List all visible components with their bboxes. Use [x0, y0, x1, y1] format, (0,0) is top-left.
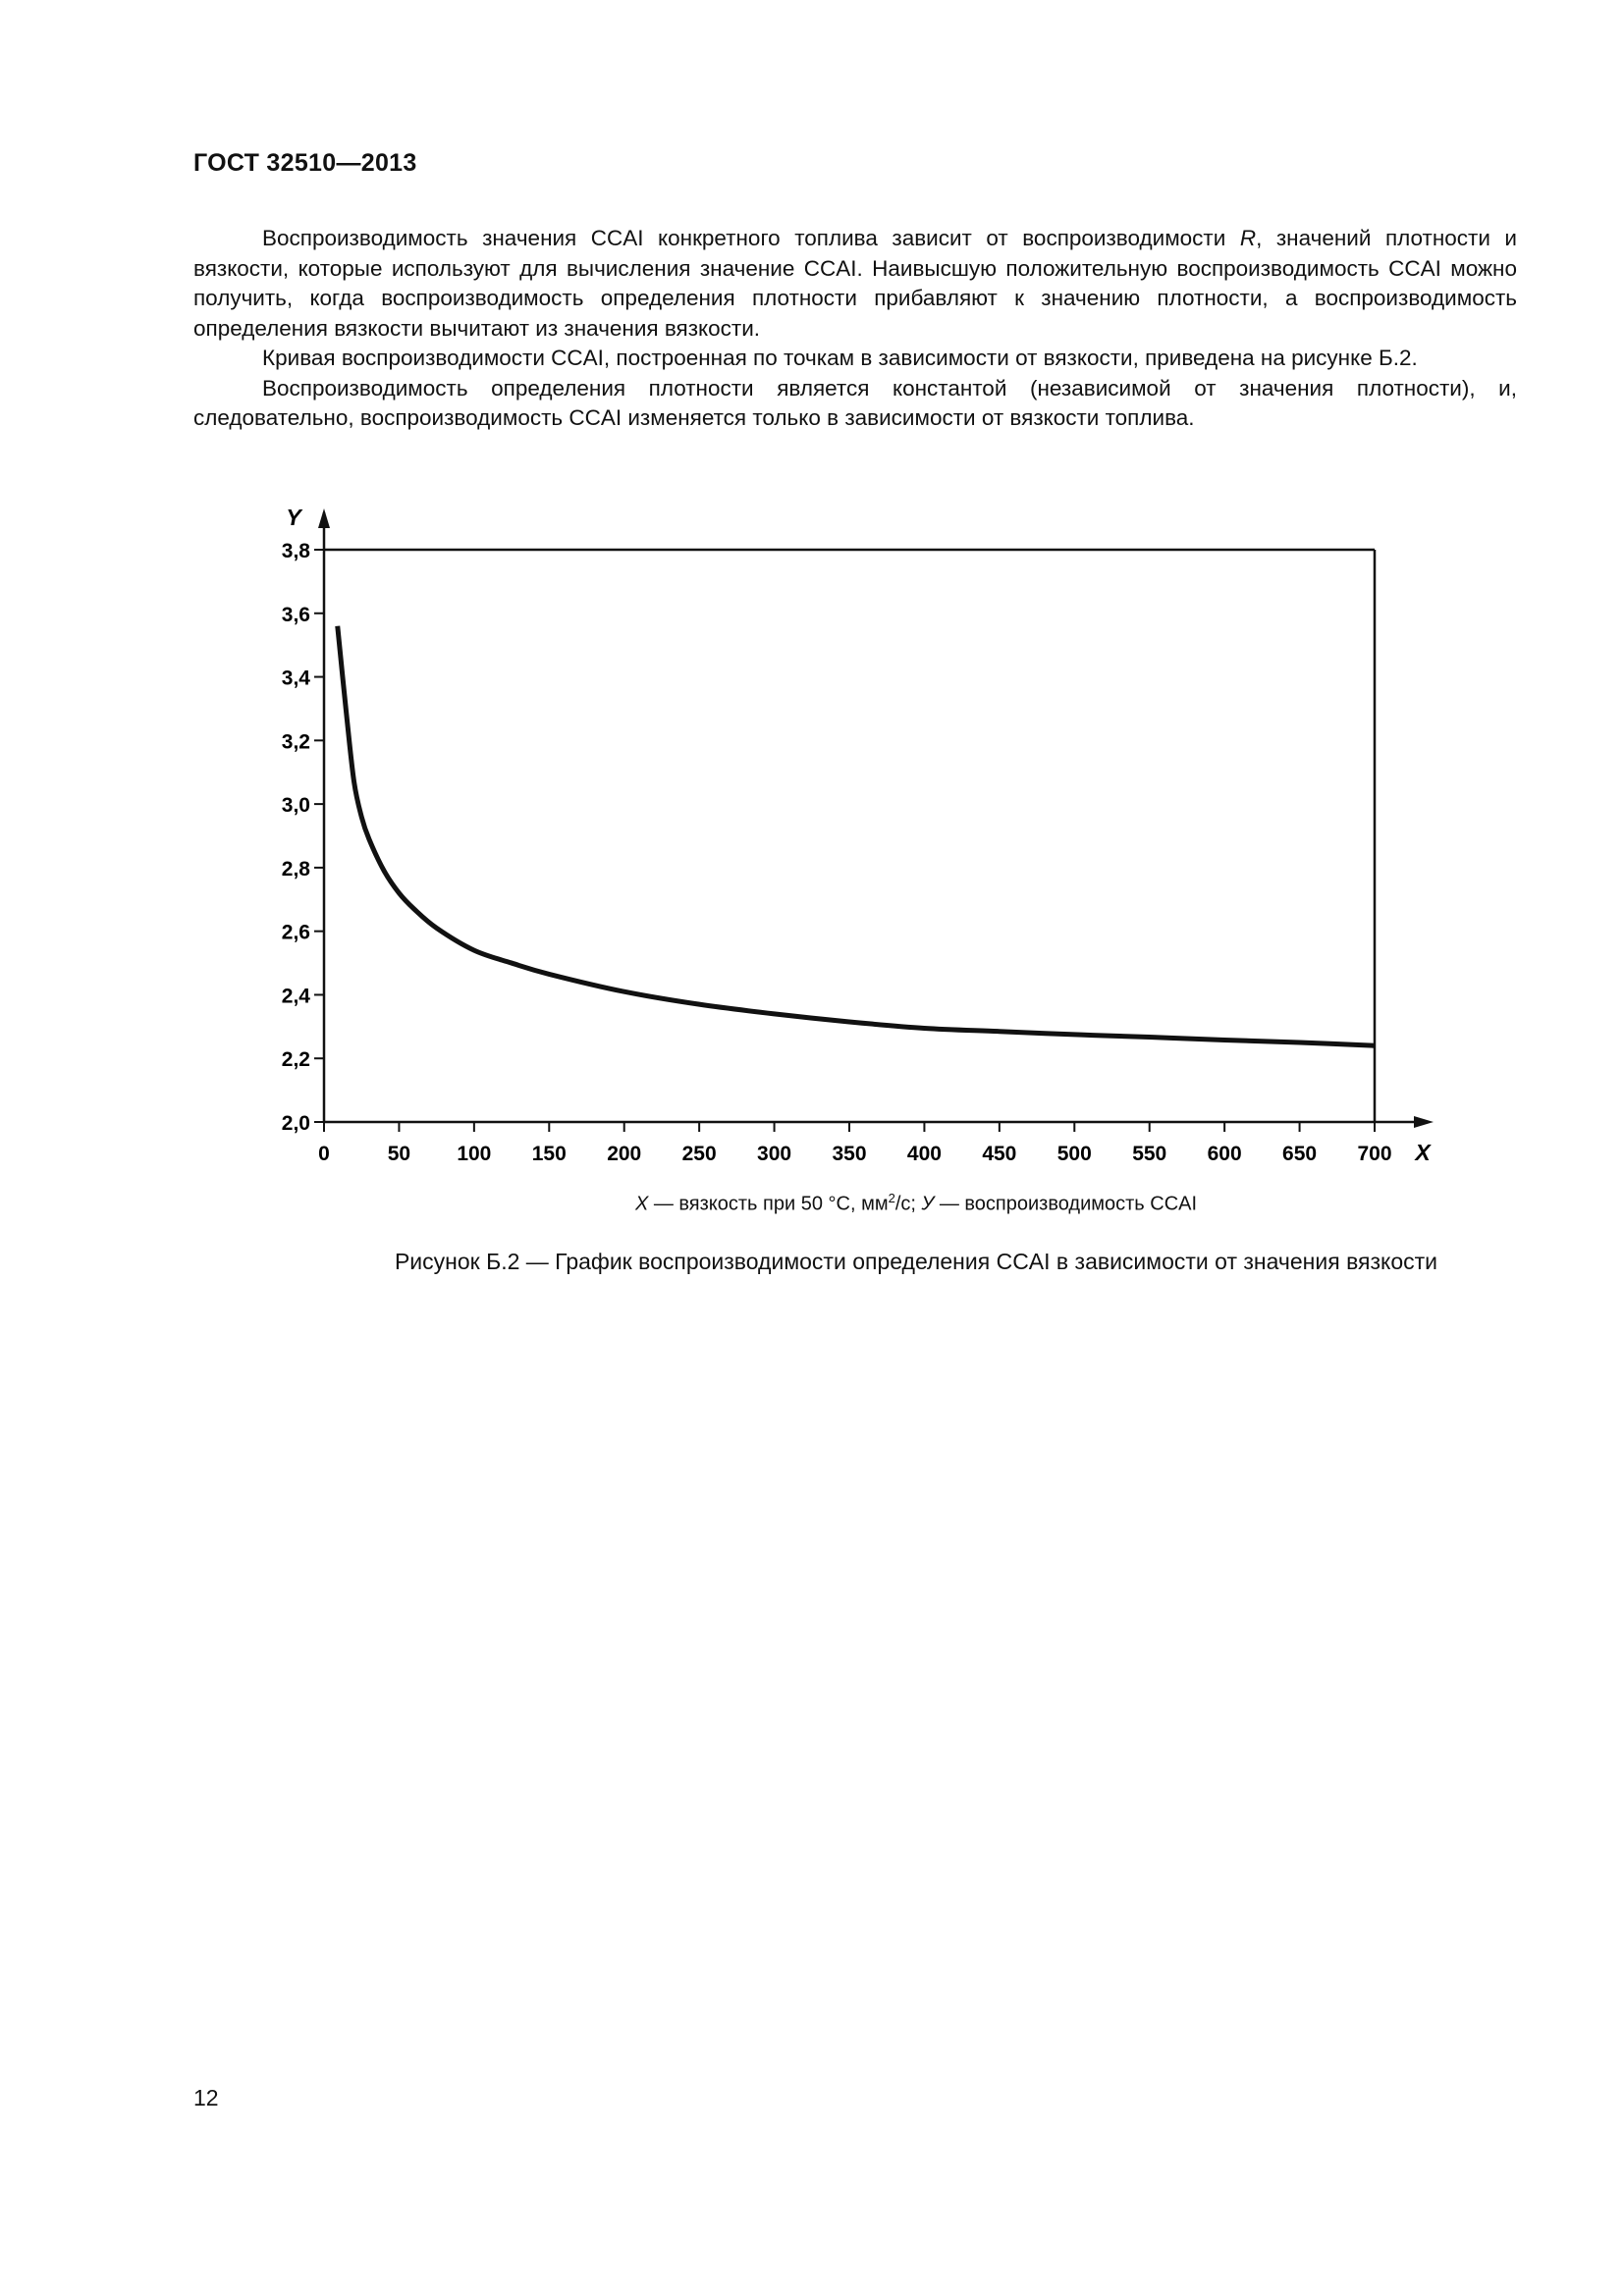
x-axis-label: X [1415, 1140, 1431, 1165]
legend-x-text: — вязкость при 50 °С, мм [648, 1193, 889, 1215]
y-tick-label: 3,2 [281, 730, 310, 754]
paragraph-1-italic: R [1239, 226, 1257, 250]
x-tick-label: 650 [1282, 1143, 1318, 1165]
x-tick-label: 400 [906, 1143, 942, 1165]
paragraph-3: Воспроизводимость определения плотности является константой (независимой от значения плотности), и, следовательно, воспроизводимость CCAI изменяется только в зависимости от вязкости топлива. [193, 375, 1517, 430]
y-tick-label: 3,6 [281, 603, 310, 626]
y-tick-label: 3,0 [281, 794, 310, 818]
figure-caption: Рисунок Б.2 — График воспроизводимости определения CCAI в зависимости от значения вязкости [394, 1249, 1438, 1274]
x-tick-label: 250 [681, 1143, 717, 1165]
x-tick-label: 100 [457, 1143, 492, 1165]
x-tick-label: 0 [318, 1143, 330, 1165]
x-tick-label: 50 [387, 1143, 411, 1165]
x-axis-arrow [1414, 1116, 1434, 1128]
chart-layer [282, 505, 1434, 1165]
legend-x-symbol: X [634, 1193, 649, 1215]
legend-unit-rest: /с; [894, 1193, 922, 1215]
paragraph-1-part-1: Воспроизводимость значения CCAI конкретного топлива зависит от воспроизводимости [262, 226, 1240, 250]
paragraph-1-part-2: , значений плотности и вязкости, которые используют для вычисления значение CCAI. Наивысшую положительную воспроизводимость CCAI можно получить, когда воспроизводимость определения плотности прибавляют к значению плотности, а воспроизводимость определения вязкости вычитают из значения вязкости. [193, 226, 1517, 341]
document-header: ГОСТ 32510—2013 [193, 149, 417, 177]
y-tick-label: 2,6 [281, 921, 310, 944]
legend-unit-superscript: 2 [888, 1191, 895, 1205]
y-tick-label: 2,0 [281, 1112, 310, 1135]
paragraph-2: Кривая воспроизводимости CCAI, построенная по точкам в зависимости от вязкости, приведена на рисунке Б.2. [262, 346, 1418, 370]
y-tick-label: 2,2 [281, 1048, 310, 1072]
x-tick-label: 450 [982, 1143, 1017, 1165]
reproducibility-curve [338, 626, 1375, 1046]
x-tick-label: 150 [531, 1143, 567, 1165]
x-tick-label: 200 [607, 1143, 642, 1165]
y-axis-label: Y [286, 505, 301, 530]
figure-legend [0, 1191, 1624, 1216]
x-tick-label: 700 [1357, 1143, 1392, 1165]
x-tick-label: 600 [1207, 1143, 1242, 1165]
x-tick-label: 350 [832, 1143, 867, 1165]
y-tick-label: 3,4 [281, 667, 310, 690]
y-tick-label: 2,4 [281, 985, 310, 1008]
legend-y-text: — воспроизводимость CCAI [934, 1193, 1198, 1215]
page-number: 12 [193, 2085, 219, 2110]
legend-y-symbol: У [921, 1193, 935, 1215]
y-axis-arrow [318, 508, 330, 528]
x-tick-label: 500 [1056, 1143, 1092, 1165]
x-tick-label: 550 [1132, 1143, 1167, 1165]
x-tick-label: 300 [757, 1143, 792, 1165]
y-tick-label: 3,8 [281, 540, 310, 562]
y-tick-label: 2,8 [281, 857, 310, 881]
